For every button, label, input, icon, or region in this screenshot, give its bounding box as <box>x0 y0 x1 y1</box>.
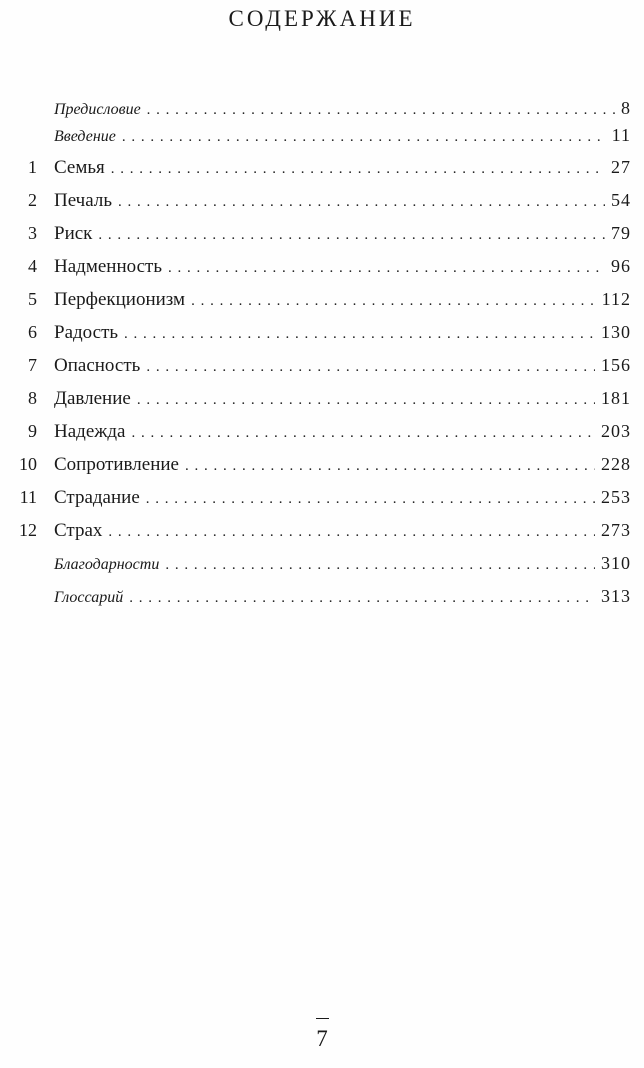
toc-entry <box>0 349 644 382</box>
toc-entry-line <box>54 184 631 219</box>
dot-leader <box>124 318 595 351</box>
toc-entry <box>0 184 644 217</box>
toc-entry-label: Страдание <box>54 487 140 508</box>
toc-entry-label: Благодарности <box>54 556 160 573</box>
chapter-number: 3 <box>28 223 37 243</box>
dot-leader <box>147 98 615 122</box>
toc-entry-label: Перфекционизм <box>54 289 186 310</box>
toc-entry <box>0 448 644 481</box>
toc-entry-page: 112 <box>601 289 631 309</box>
toc-entry-line <box>54 382 631 417</box>
chapter-number: 12 <box>19 520 37 540</box>
toc-entry-page: 310 <box>601 553 631 573</box>
chapter-number: 11 <box>19 487 37 507</box>
toc-entry-line <box>54 120 631 153</box>
toc-entry-line <box>54 448 631 483</box>
dot-leader <box>118 186 605 219</box>
toc-entry-page: 96 <box>611 256 631 276</box>
toc-entry-label: Предисловие <box>54 101 141 118</box>
chapter-number: 2 <box>28 190 37 210</box>
toc-entry-page: 8 <box>621 98 631 118</box>
toc-title: СОДЕРЖАНИЕ <box>228 6 416 31</box>
toc-entry-label: Радость <box>54 322 119 343</box>
chapter-number: 10 <box>19 454 37 474</box>
dot-leader <box>191 285 596 318</box>
toc-entry-line <box>54 250 631 285</box>
table-of-contents <box>0 96 644 613</box>
toc-entry <box>0 382 644 415</box>
chapter-number: 6 <box>28 322 37 342</box>
toc-entry <box>0 283 644 316</box>
toc-entry-line <box>54 415 631 450</box>
toc-entry-label: Надежда <box>54 421 126 442</box>
toc-entry-line <box>54 96 631 122</box>
dot-leader <box>146 483 595 516</box>
toc-entry-page: 11 <box>611 125 631 145</box>
toc-entry-label: Семья <box>54 157 105 178</box>
toc-entry-page: 130 <box>601 322 631 342</box>
toc-entry-label: Надменность <box>54 256 162 277</box>
chapter-number: 8 <box>28 388 37 408</box>
chapter-number: 4 <box>28 256 37 276</box>
dot-leader <box>185 450 595 483</box>
chapter-number: 5 <box>28 289 37 309</box>
toc-entry <box>0 481 644 514</box>
dot-leader <box>122 122 606 153</box>
page-number: 7 <box>316 1026 328 1051</box>
toc-entry-page: 156 <box>601 355 631 375</box>
dot-leader <box>165 549 595 582</box>
toc-entry-label: Глоссарий <box>54 589 124 606</box>
toc-entry-label: Риск <box>54 223 93 244</box>
chapter-number: 7 <box>28 355 37 375</box>
toc-entry-line <box>54 217 631 252</box>
toc-entry <box>0 580 644 613</box>
toc-entry-label: Введение <box>54 128 116 145</box>
toc-entry-line <box>54 283 631 318</box>
dot-leader <box>168 252 605 285</box>
chapter-number: 1 <box>28 157 37 177</box>
toc-entry <box>0 547 644 580</box>
toc-entry <box>0 415 644 448</box>
dot-leader <box>129 582 595 615</box>
toc-entry-page: 27 <box>611 157 631 177</box>
toc-entry-label: Страх <box>54 520 103 541</box>
toc-entry-line <box>54 316 631 351</box>
toc-entry-page: 203 <box>601 421 631 441</box>
page-number-rule <box>316 1018 329 1019</box>
toc-entry <box>0 120 644 151</box>
toc-entry <box>0 250 644 283</box>
toc-entry-line <box>54 151 631 186</box>
toc-entry-label: Давление <box>54 388 131 409</box>
chapter-number: 9 <box>28 421 37 441</box>
toc-entry-line <box>54 547 631 582</box>
dot-leader <box>111 153 605 186</box>
toc-entry <box>0 96 644 120</box>
dot-leader <box>108 516 595 549</box>
toc-entry-page: 79 <box>611 223 631 243</box>
toc-entry <box>0 316 644 349</box>
toc-entry-label: Печаль <box>54 190 112 211</box>
toc-entry <box>0 217 644 250</box>
toc-entry-page: 228 <box>601 454 631 474</box>
toc-entry-page: 181 <box>601 388 631 408</box>
toc-entry <box>0 514 644 547</box>
toc-entry-line <box>54 481 631 516</box>
toc-entry-line <box>54 580 631 615</box>
toc-entry <box>0 151 644 184</box>
toc-entry-line <box>54 514 631 549</box>
dot-leader <box>137 384 595 417</box>
dot-leader <box>131 417 595 450</box>
toc-entry-page: 273 <box>601 520 631 540</box>
toc-entry-line <box>54 349 631 384</box>
toc-entry-label: Опасность <box>54 355 141 376</box>
dot-leader <box>146 351 595 384</box>
dot-leader <box>98 219 605 252</box>
toc-entry-page: 54 <box>611 190 631 210</box>
toc-entry-page: 253 <box>601 487 631 507</box>
toc-entry-label: Сопротивление <box>54 454 179 475</box>
toc-entry-page: 313 <box>601 586 631 606</box>
